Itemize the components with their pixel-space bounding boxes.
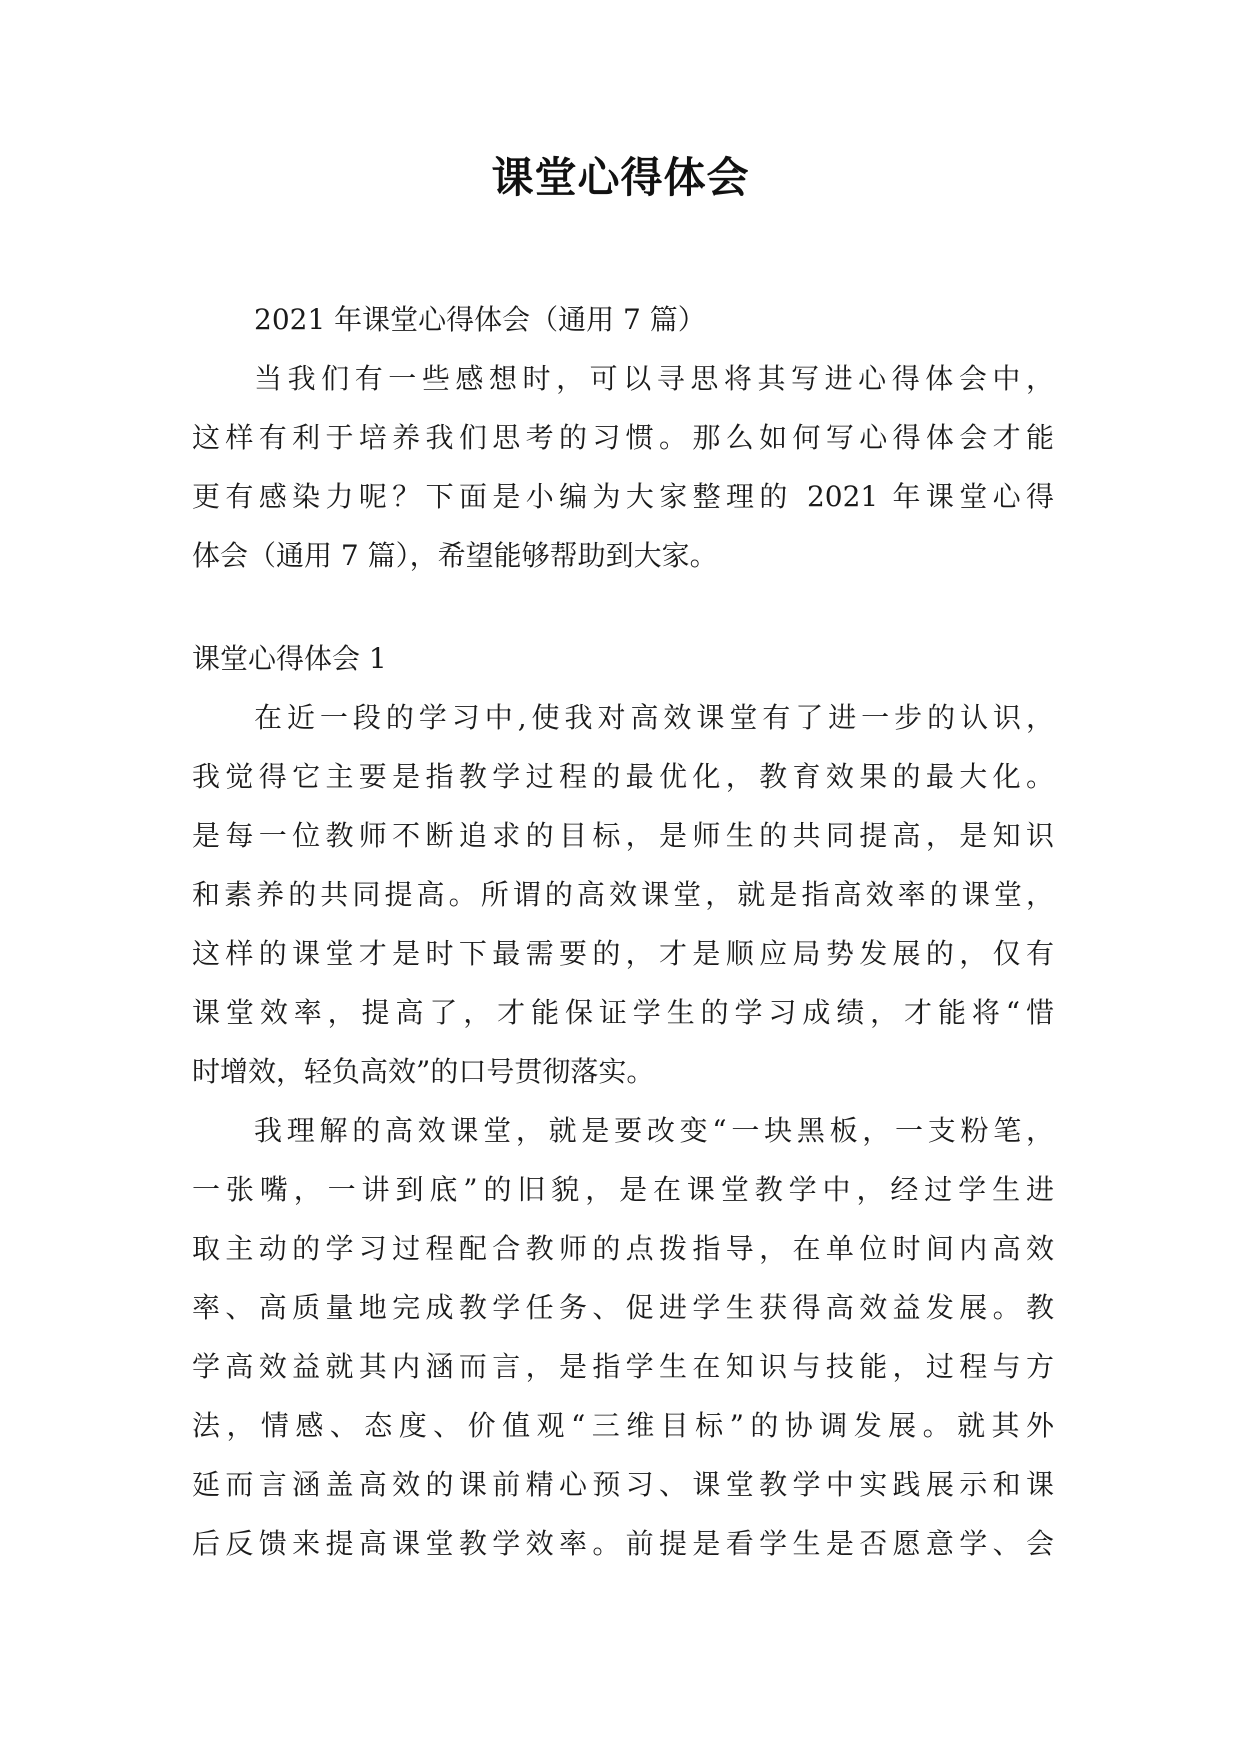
document-body: [192, 290, 1054, 1573]
paragraph-line: 率、高质量地完成教学任务、促进学生获得高效益发展。教: [192, 1291, 1054, 1324]
paragraph-line: 这样的课堂才是时下最需要的，才是顺应局势发展的，仅有: [192, 937, 1054, 970]
paragraph-line: 后反馈来提高课堂教学效率。前提是看学生是否愿意学、会: [192, 1527, 1054, 1560]
intro-line: 当我们有一些感想时，可以寻思将其写进心得体会中，: [254, 362, 1054, 395]
paragraph-line: 延而言涵盖高效的课前精心预习、课堂教学中实践展示和课: [192, 1468, 1054, 1501]
paragraph-line: 法，情感、态度、价值观“三维目标”的协调发展。就其外: [192, 1409, 1054, 1442]
section-heading: 课堂心得体会 1: [192, 642, 387, 675]
paragraph-line: 学高效益就其内涵而言，是指学生在知识与技能，过程与方: [192, 1350, 1054, 1383]
paragraph-line: 我理解的高效课堂，就是要改变“一块黑板，一支粉笔，: [254, 1114, 1054, 1147]
intro-line: 体会（通用 7 篇），希望能够帮助到大家。: [192, 539, 718, 572]
intro-line: 更有感染力呢？下面是小编为大家整理的 2021 年课堂心得: [192, 480, 1054, 513]
paragraph-line: 我觉得它主要是指教学过程的最优化，教育效果的最大化。: [192, 760, 1054, 793]
paragraph-line: 一张嘴，一讲到底”的旧貌，是在课堂教学中，经过学生进: [192, 1173, 1054, 1206]
paragraph-line: 在近一段的学习中,使我对高效课堂有了进一步的认识，: [254, 701, 1054, 734]
paragraph-line: 课堂效率，提高了，才能保证学生的学习成绩，才能将“惜: [192, 996, 1054, 1029]
paragraph-line: 和素养的共同提高。所谓的高效课堂，就是指高效率的课堂，: [192, 878, 1054, 911]
document-subtitle: 2021 年课堂心得体会（通用 7 篇）: [254, 303, 706, 336]
paragraph-line: 取主动的学习过程配合教师的点拨指导，在单位时间内高效: [192, 1232, 1054, 1265]
paragraph-gap: [192, 585, 1054, 629]
paragraph-line: 时增效，轻负高效”的口号贯彻落实。: [192, 1055, 655, 1088]
document-title: 课堂心得体会: [491, 153, 750, 202]
intro-line: 这样有利于培养我们思考的习惯。那么如何写心得体会才能: [192, 421, 1054, 454]
paragraph-line: 是每一位教师不断追求的目标，是师生的共同提高，是知识: [192, 819, 1054, 852]
